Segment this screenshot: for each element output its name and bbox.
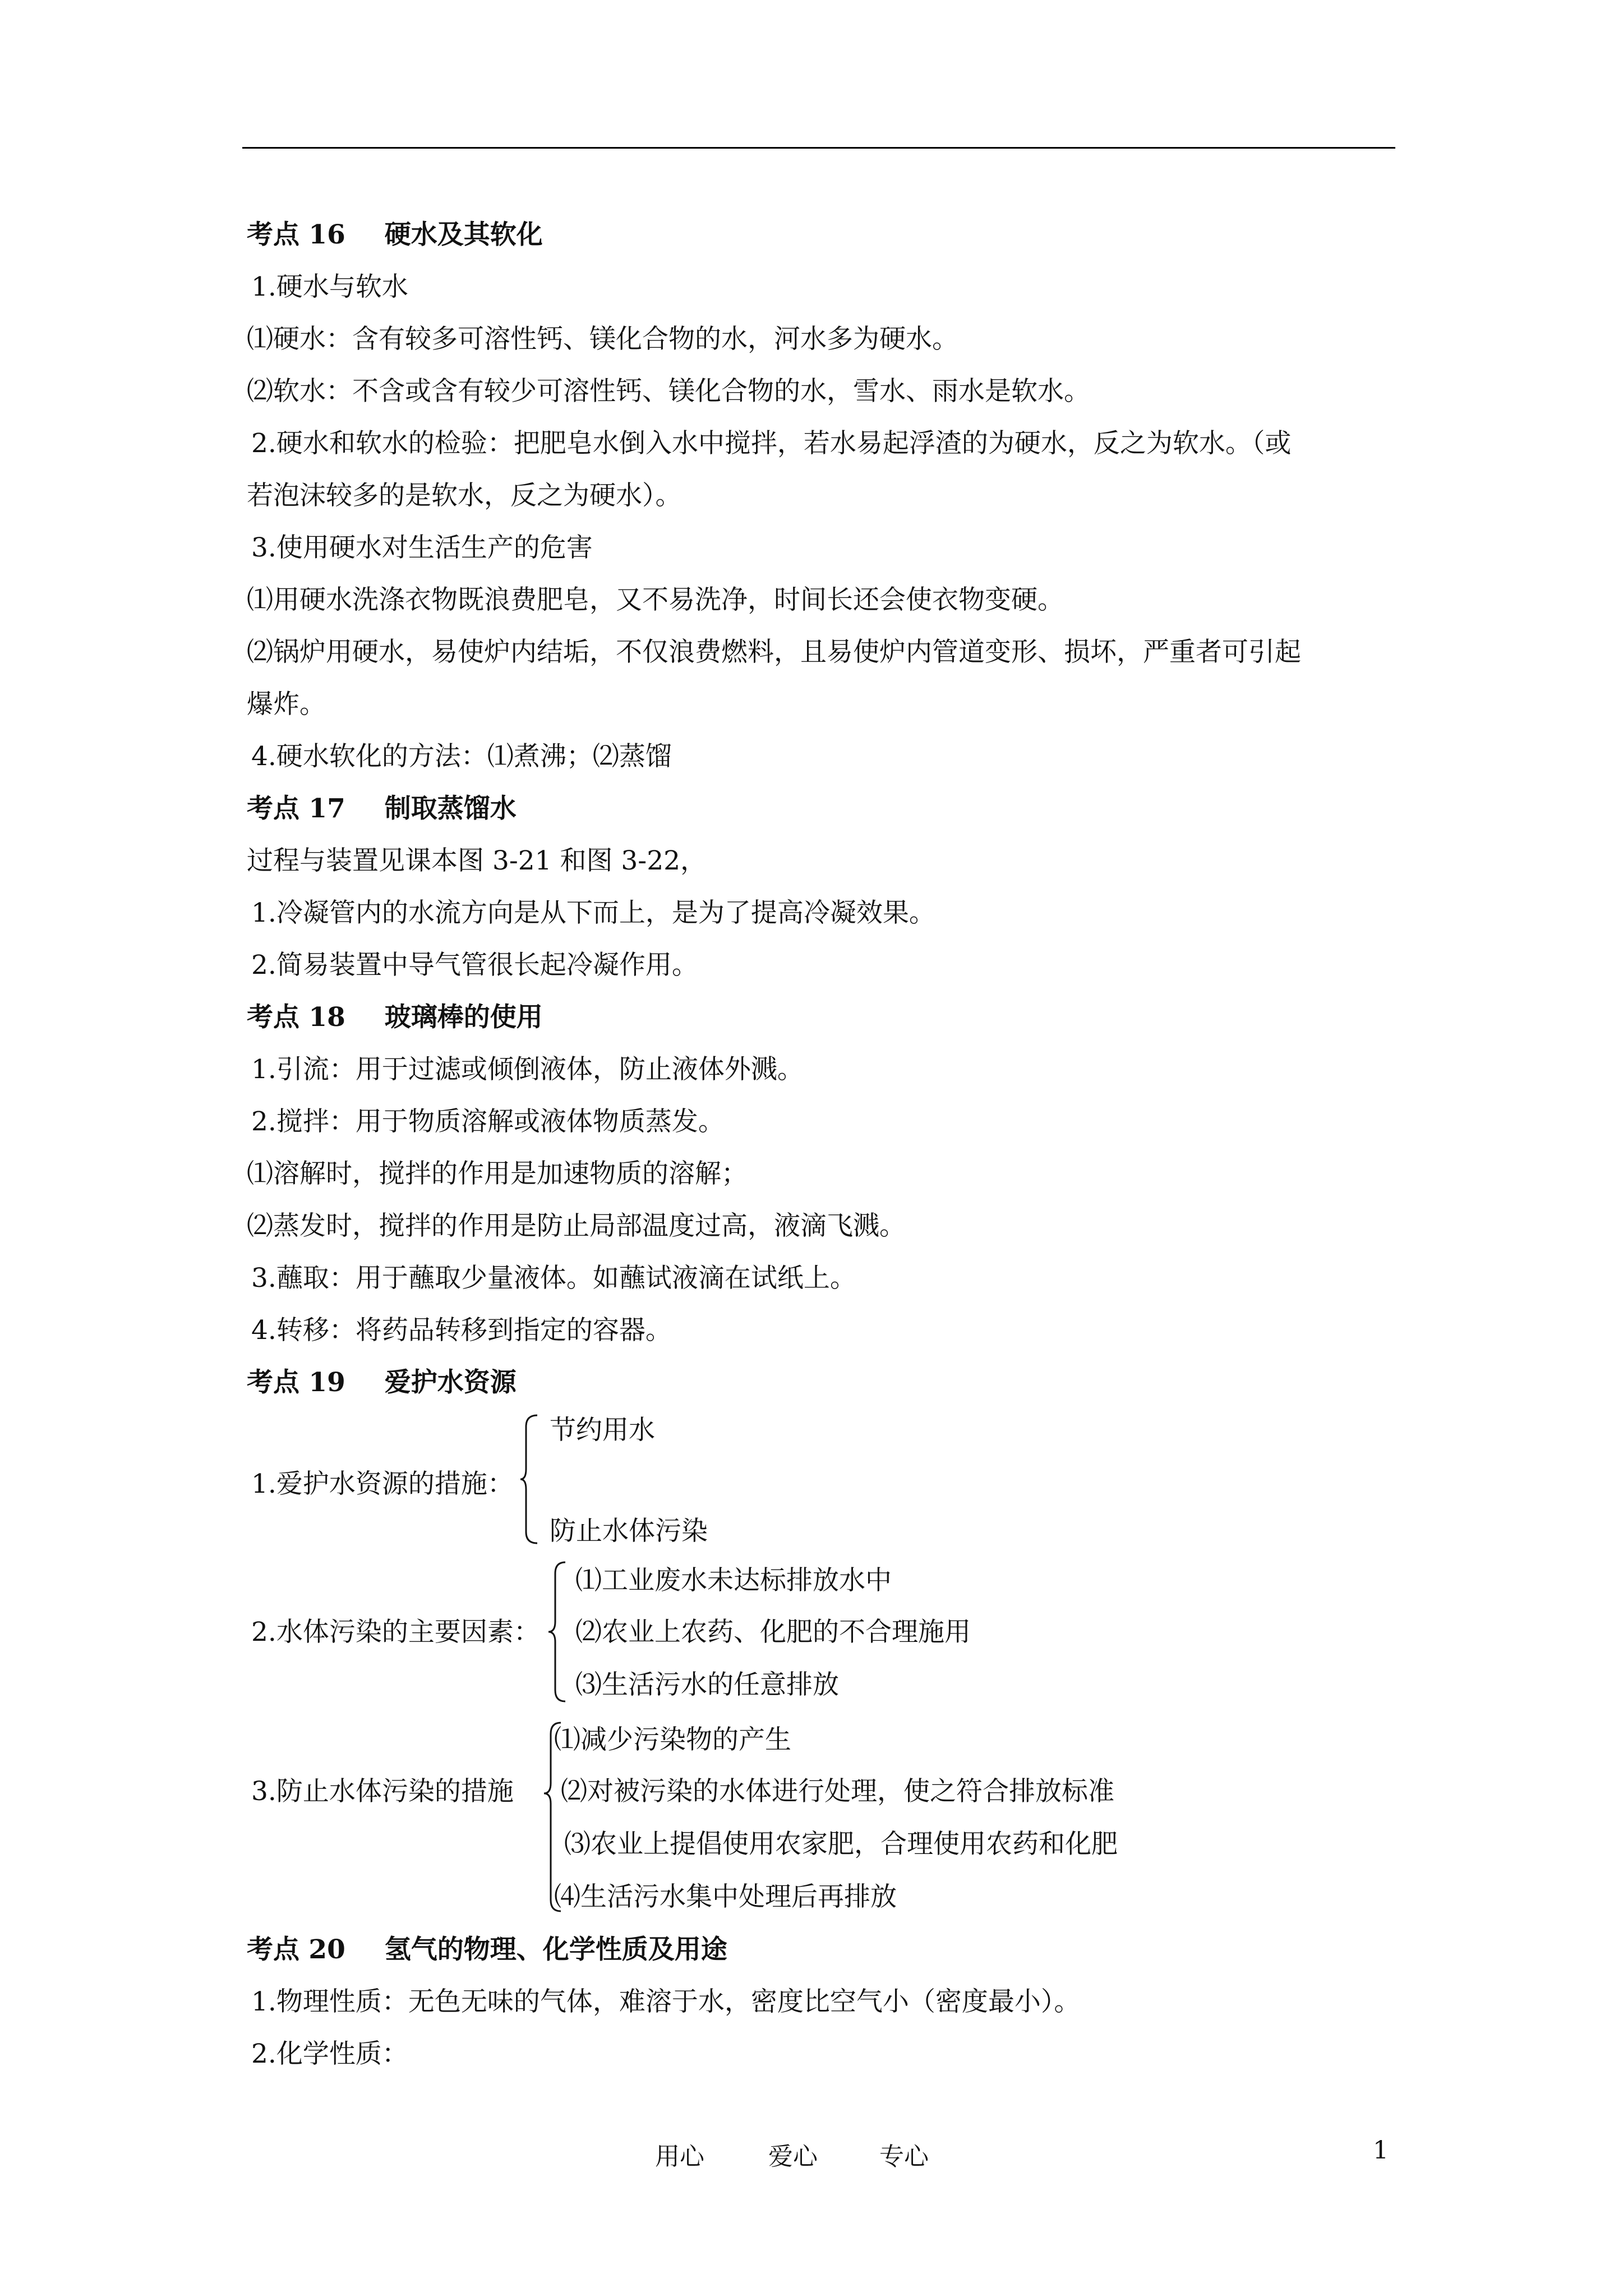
paragraph: 过程与装置见课本图 3-21 和图 3-22， xyxy=(247,845,707,876)
paragraph: 2.化学性质： xyxy=(251,2039,408,2069)
section-heading-18 xyxy=(247,991,1402,1043)
heading-title: 氢气的物理、化学性质及用途 xyxy=(384,1934,727,1965)
heading-number: 考点 17 xyxy=(247,793,345,824)
paragraph: 4.转移：将药品转移到指定的容器。 xyxy=(251,1315,672,1346)
paragraph: ⑴用硬水洗涤衣物既浪费肥皂，又不易洗净，时间长还会使衣物变硬。 xyxy=(247,585,1064,615)
paragraph: 爆炸。 xyxy=(247,689,326,720)
heading-number: 考点 19 xyxy=(247,1367,345,1398)
paragraph: 1.引流：用于过滤或倾倒液体，防止液体外溅。 xyxy=(251,1054,804,1085)
paragraph: 1.物理性质：无色无味的气体，难溶于水，密度比空气小（密度最小）。 xyxy=(251,1986,1081,2017)
section-heading-19 xyxy=(247,1356,1402,1409)
brace-item: 节约用水 xyxy=(550,1415,655,1446)
brace-icon xyxy=(547,1560,570,1704)
brace-item: ⑵农业上农药、化肥的不合理施用 xyxy=(575,1617,971,1648)
paragraph: ⑴溶解时，搅拌的作用是加速物质的溶解； xyxy=(247,1158,748,1189)
brace-group-label: 3.防止水体污染的措施 xyxy=(251,1776,514,1807)
paragraph: ⑵蒸发时，搅拌的作用是防止局部温度过高，液滴飞溅。 xyxy=(247,1211,906,1241)
brace-item: 防止水体污染 xyxy=(550,1516,708,1547)
footer-motto: 用心 xyxy=(655,2142,704,2171)
brace-group-protect-water xyxy=(247,1409,1402,1554)
section-heading-20 xyxy=(247,1924,1402,1976)
page-number: 1 xyxy=(1373,2136,1389,2165)
brace-group-label: 2.水体污染的主要因素： xyxy=(251,1617,540,1648)
brace-item: ⑴减少污染物的产生 xyxy=(554,1724,791,1755)
brace-item: ⑶生活污水的任意排放 xyxy=(575,1669,839,1700)
paragraph: 2.搅拌：用于物质溶解或液体物质蒸发。 xyxy=(251,1106,725,1137)
brace-item: ⑶农业上提倡使用农家肥，合理使用农药和化肥 xyxy=(564,1829,1118,1860)
brace-icon xyxy=(519,1413,542,1545)
brace-item: ⑴工业废水未达标排放水中 xyxy=(575,1565,892,1596)
heading-number: 考点 20 xyxy=(247,1934,345,1965)
brace-group-label: 1.爱护水资源的措施： xyxy=(251,1469,514,1499)
brace-item: ⑷生活污水集中处理后再排放 xyxy=(554,1881,897,1912)
paragraph: ⑴硬水：含有较多可溶性钙、镁化合物的水，河水多为硬水。 xyxy=(247,324,958,355)
heading-title: 爱护水资源 xyxy=(384,1367,517,1398)
heading-title: 玻璃棒的使用 xyxy=(384,1002,543,1033)
heading-title: 制取蒸馏水 xyxy=(384,793,517,824)
paragraph: ⑵软水：不含或含有较少可溶性钙、镁化合物的水，雪水、雨水是软水。 xyxy=(247,376,1090,407)
section-heading-17 xyxy=(247,783,1402,835)
document-body xyxy=(247,209,1402,2080)
section-heading-16 xyxy=(247,209,1402,261)
brace-item: ⑵对被污染的水体进行处理，使之符合排放标准 xyxy=(561,1776,1114,1807)
brace-group-prevention xyxy=(247,1714,1402,1924)
paragraph: 2.硬水和软水的检验：把肥皂水倒入水中搅拌，若水易起浮渣的为硬水，反之为软水。（或 xyxy=(251,428,1292,459)
paragraph: 1.硬水与软水 xyxy=(251,272,408,302)
paragraph: 1.冷凝管内的水流方向是从下而上，是为了提高冷凝效果。 xyxy=(251,898,935,928)
header-rule xyxy=(242,147,1395,149)
heading-title: 硬水及其软化 xyxy=(384,219,543,250)
heading-number: 考点 18 xyxy=(247,1002,345,1033)
footer-motto: 爱心 xyxy=(768,2142,818,2171)
paragraph: 2.简易装置中导气管很长起冷凝作用。 xyxy=(251,950,698,981)
brace-group-pollution-factors xyxy=(247,1554,1402,1714)
paragraph: 3.使用硬水对生活生产的危害 xyxy=(251,532,593,563)
paragraph: 4.硬水软化的方法：⑴煮沸；⑵蒸馏 xyxy=(251,741,672,772)
heading-number: 考点 16 xyxy=(247,219,345,250)
footer-motto: 专心 xyxy=(879,2142,929,2171)
paragraph: ⑵锅炉用硬水，易使炉内结垢，不仅浪费燃料，且易使炉内管道变形、损坏，严重者可引起 xyxy=(247,637,1301,668)
paragraph: 若泡沫较多的是软水，反之为硬水）。 xyxy=(247,480,682,511)
paragraph: 3.蘸取：用于蘸取少量液体。如蘸试液滴在试纸上。 xyxy=(251,1263,856,1294)
